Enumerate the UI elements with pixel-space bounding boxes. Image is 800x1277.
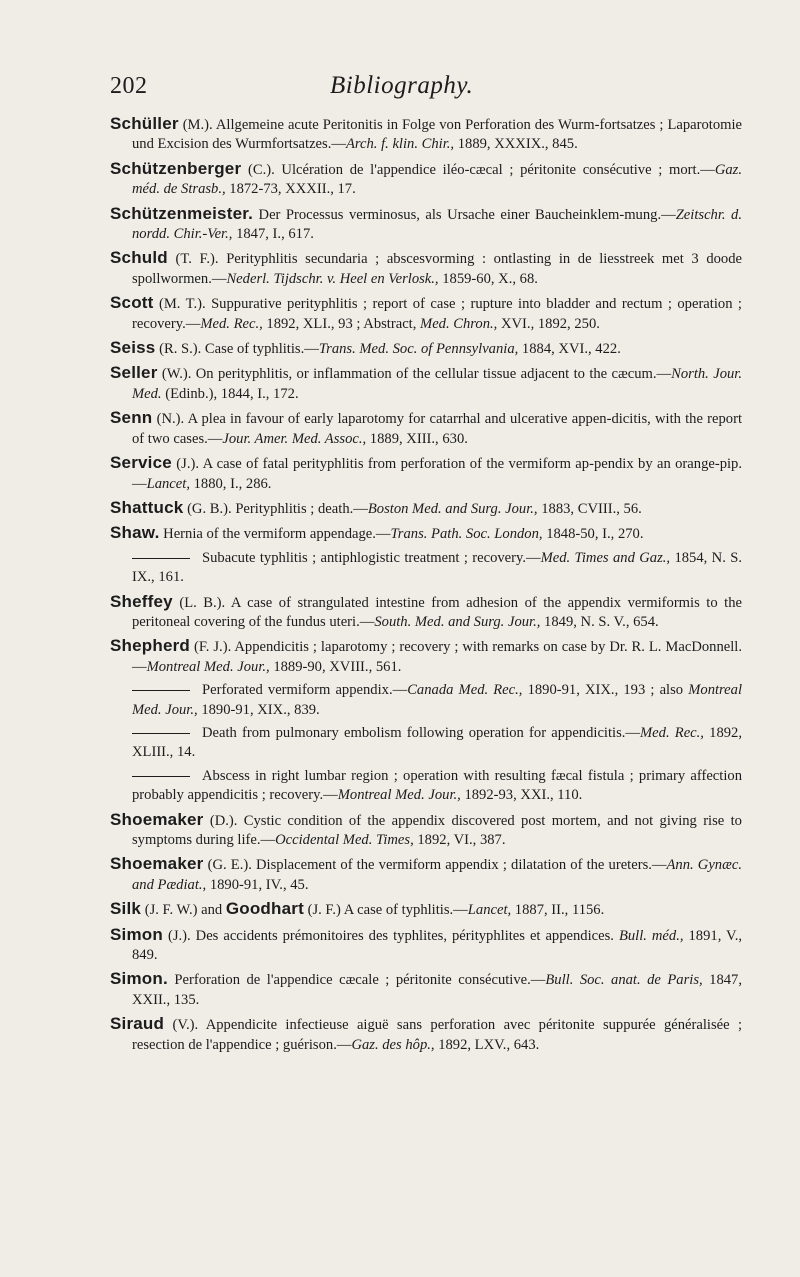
author-name: Seiss <box>110 338 156 358</box>
author-name: Schuld <box>110 248 168 268</box>
citation-details: 1884, XVI., 422. <box>518 341 621 358</box>
bibliography-entry <box>110 925 742 966</box>
entry-title: Suppurative perityphlitis ; report of case ; rupture into bladder and rectum ; operation ; recovery.— <box>132 296 742 332</box>
ditto-dash <box>132 690 190 691</box>
citation-details: 1890-91, XIX., 839. <box>197 701 320 718</box>
citation-details: 1889, XIII., 630. <box>366 430 468 447</box>
entry-title: Ulcération de l'appendice iléo-cæcal ; péritonite consécutive ; mort.— <box>281 161 715 178</box>
citation-details: 1847, XXII., 135. <box>132 972 742 1008</box>
bibliography-entry <box>110 293 742 334</box>
bibliography-entry <box>110 408 742 449</box>
author-initials: (V.). <box>172 1017 199 1034</box>
source-journal: Lancet, <box>467 902 512 919</box>
citation-details: 1872-73, XXXII., 17. <box>225 181 356 198</box>
source-journal: Zeitschr. d. nordd. Chir.-Ver., <box>132 206 742 243</box>
source-journal: Occidental Med. Times, <box>275 832 414 848</box>
author-name: Senn <box>110 408 153 428</box>
author-initials: (J. F.) <box>307 902 341 919</box>
source-journal: South. Med. and Surg. Jour., <box>374 613 541 630</box>
source-journal: Gaz. méd. de Strasb., <box>132 161 742 198</box>
author-name: Shoemaker <box>110 809 204 829</box>
entry-title: Der Processus verminosus, als Ursache einer Baucheinklem-mung.— <box>258 206 676 223</box>
bibliography-entry <box>110 810 742 851</box>
citation-details: 1859-60, X., 68. <box>438 270 538 287</box>
bibliography-entry <box>110 592 742 633</box>
ditto-dash <box>132 776 190 777</box>
citation-details: 1892, XLI., 93 ; Abstract, <box>262 315 421 332</box>
entry-title: Abscess in right lumbar region ; operation with resulting fæcal fistula ; primary affection probably appendicitis ; recovery.— <box>132 767 742 804</box>
bibliography-entry <box>110 338 742 359</box>
author-name: Service <box>110 453 172 473</box>
source-journal: Trans. Path. Soc. London, <box>390 526 543 543</box>
citation-details: 1847, I., 617. <box>232 226 314 243</box>
bibliography-entry <box>110 636 742 677</box>
author-name: Shattuck <box>110 497 184 517</box>
entry-title: Perityphlitis secundaria ; abscesvorming : ontlasting in de liesstreek met 3 doode spollwormen.— <box>132 251 742 287</box>
citation-details: 1889, XXXIX., 845. <box>454 136 578 153</box>
bibliography-entry <box>110 899 742 920</box>
author-initials: (J.). <box>176 456 199 473</box>
source-journal: Lancet, <box>146 475 190 492</box>
author-name: Schüller <box>110 114 179 133</box>
entry-title: Des accidents prémonitoires des typhlites, pérityphlites et appendices. <box>195 927 614 944</box>
bibliography-entry <box>110 523 742 544</box>
entry-title: A case of strangulated intestine from adhesion of the appendix vermiformis to the peritoneal covering of the fundus uteri.— <box>132 594 742 630</box>
author-name: Goodhart <box>225 899 304 919</box>
author-name: Shoemaker <box>110 854 204 874</box>
bibliography-entry <box>110 159 742 200</box>
author-initials: (C.). <box>247 161 275 178</box>
author-name: Schützenberger <box>110 158 242 178</box>
bibliography-entry <box>110 114 742 155</box>
bibliography-entry <box>110 549 742 588</box>
entry-title: Perforated vermiform appendix.— <box>202 682 408 699</box>
entry-title: Perityphlitis ; death.— <box>235 500 368 517</box>
citation-details: 1892, VI., 387. <box>413 832 506 848</box>
source-journal: Canada Med. Rec., <box>407 682 523 699</box>
citation-details: 1883, CVIII., 56. <box>537 500 642 517</box>
source-journal: Bull. Soc. anat. de Paris, <box>545 972 703 989</box>
author-name: Sheffey <box>110 591 173 611</box>
source-journal: Arch. f. klin. Chir., <box>345 136 455 153</box>
citation-details: 1892, LXV., 643. <box>434 1036 540 1053</box>
ditto-dash <box>132 733 190 734</box>
author-name: Simon <box>110 924 163 944</box>
author-initials: (N.). <box>156 411 185 428</box>
author-initials: (G. B.). <box>187 500 232 517</box>
entry-title: Cystic condition of the appendix discovered post mortem, and not giving rise to symptoms during life.— <box>132 812 742 848</box>
author-initials: (M. T.). <box>158 296 206 313</box>
citation-details: 1890-91, XIX., 193 ; also <box>522 682 689 699</box>
entry-title: Hernia of the vermiform appendage.— <box>163 526 391 543</box>
citation-details: 1849, N. S. V., 654. <box>540 613 659 630</box>
bibliography-entry <box>110 1014 742 1055</box>
citation-details: 1848-50, I., 270. <box>542 526 644 543</box>
author-initials: (T. F.). <box>175 251 219 268</box>
bibliography-entry <box>110 854 742 895</box>
bibliography-entry <box>110 498 742 519</box>
citation-details: 1890-91, IV., 45. <box>206 876 309 893</box>
author-name: Silk <box>110 899 142 919</box>
author-initials: (G. E.). <box>207 857 252 874</box>
author-initials: (F. J.). <box>193 639 232 656</box>
author-name: Shepherd <box>110 636 191 656</box>
source-journal: Montreal Med. Jour., <box>146 658 270 675</box>
bibliography-entry <box>110 363 742 404</box>
source-journal: Trans. Med. Soc. of Pennsylvania, <box>318 341 519 358</box>
running-title: Bibliography. <box>330 72 474 99</box>
author-initials: (M.). <box>182 117 213 133</box>
citation-details: 1889-90, XVIII., 561. <box>269 658 402 675</box>
entry-title: Subacute typhlitis ; antiphlogistic treatment ; recovery.— <box>202 549 541 566</box>
entry-title: A plea in favour of early laparotomy for catarrhal and ulcerative appen-dicitis, with the report of two cases.— <box>132 411 743 447</box>
author-name: Seller <box>110 363 158 383</box>
source-journal: North. Jour. Med. <box>132 366 742 402</box>
source-journal: Boston Med. and Surg. Jour., <box>367 500 538 517</box>
source-journal: Ann. Gynæc. and Pædiat., <box>132 857 742 893</box>
bibliography-entry <box>110 248 742 289</box>
source-journal: Med. Times and Gaz., <box>540 549 671 566</box>
citation-details: 1880, I., 286. <box>189 475 272 492</box>
citation-details: 1892, XLIII., 14. <box>132 724 742 761</box>
citation-details: (Edinb.), 1844, I., 172. <box>161 385 299 402</box>
author-initials: (J. F. W.) and <box>144 902 226 919</box>
author-initials: (D.). <box>209 812 238 829</box>
source-journal: Med. Rec., <box>200 315 263 332</box>
source-journal: Med. Rec., <box>640 724 704 741</box>
entry-title: A case of typhlitis.— <box>343 902 468 919</box>
bibliography-entry <box>110 681 742 720</box>
entry-title: Perforation de l'appendice cæcale ; péritonite consécutive.— <box>174 972 546 989</box>
bibliography-entry <box>110 453 742 494</box>
bibliography-entry <box>110 767 742 806</box>
entry-title: Appendicitis ; laparotomy ; recovery ; with remarks on case by Dr. R. L. MacDonnell.— <box>132 639 742 675</box>
entry-title: A case of fatal perityphlitis from perforation of the vermiform ap-pendix by an orange-pip.— <box>132 456 742 492</box>
author-name: Shaw. <box>110 523 160 543</box>
page-header <box>110 72 742 100</box>
author-name: Scott <box>110 293 154 313</box>
bibliography-entries <box>110 114 742 1055</box>
author-initials: (W.). <box>161 366 192 383</box>
source-journal: Jour. Amer. Med. Assoc., <box>222 430 367 447</box>
source-journal: Montreal Med. Jour., <box>132 682 743 718</box>
author-name: Siraud <box>110 1014 165 1034</box>
entry-title: On perityphlitis, or inflammation of the cellular tissue adjacent to the cæcum.— <box>195 366 672 383</box>
citation-details: 1854, N. S. IX., 161. <box>132 549 742 586</box>
author-initials: (L. B.). <box>179 594 226 611</box>
entry-title: Allgemeine acute Peritonitis in Folge von Perforation des Wurm-fortsatzes ; Laparotomie und Excision des Wurmfortsatzes.— <box>132 117 743 153</box>
source-journal: Nederl. Tijdschr. v. Heel en Verlosk., <box>226 270 439 287</box>
author-initials: (R. S.). <box>159 341 202 358</box>
bibliography-entry <box>110 969 742 1010</box>
source-journal: Bull. méd., <box>613 927 684 944</box>
entry-title: Displacement of the vermiform appendix ; dilatation of the ureters.— <box>256 857 667 874</box>
source-journal: Montreal Med. Jour., <box>337 787 461 804</box>
entry-title: Appendicite infectieuse aiguë sans perforation avec péritonite suppurée généralisée ; resection de l'appendice ; guérison.— <box>132 1017 743 1053</box>
bibliography-entry <box>110 204 742 245</box>
citation-details: 1891, V., 849. <box>132 927 743 964</box>
citation-details: 1892-93, XXI., 110. <box>460 787 583 804</box>
author-name: Schützenmeister. <box>110 203 254 223</box>
author-name: Simon. <box>110 969 168 989</box>
citation-details: XVI., 1892, 250. <box>497 315 600 332</box>
author-initials: (J.). <box>167 927 191 944</box>
entry-title: Case of typhlitis.— <box>204 341 319 358</box>
page-number: 202 <box>110 73 148 99</box>
source-journal: Gaz. des hôp., <box>351 1036 435 1053</box>
ditto-dash <box>132 558 190 559</box>
bibliography-entry <box>110 724 742 763</box>
source-journal: Med. Chron., <box>420 315 498 332</box>
citation-details: 1887, II., 1156. <box>511 902 605 919</box>
entry-title: Death from pulmonary embolism following operation for appendicitis.— <box>202 724 641 741</box>
